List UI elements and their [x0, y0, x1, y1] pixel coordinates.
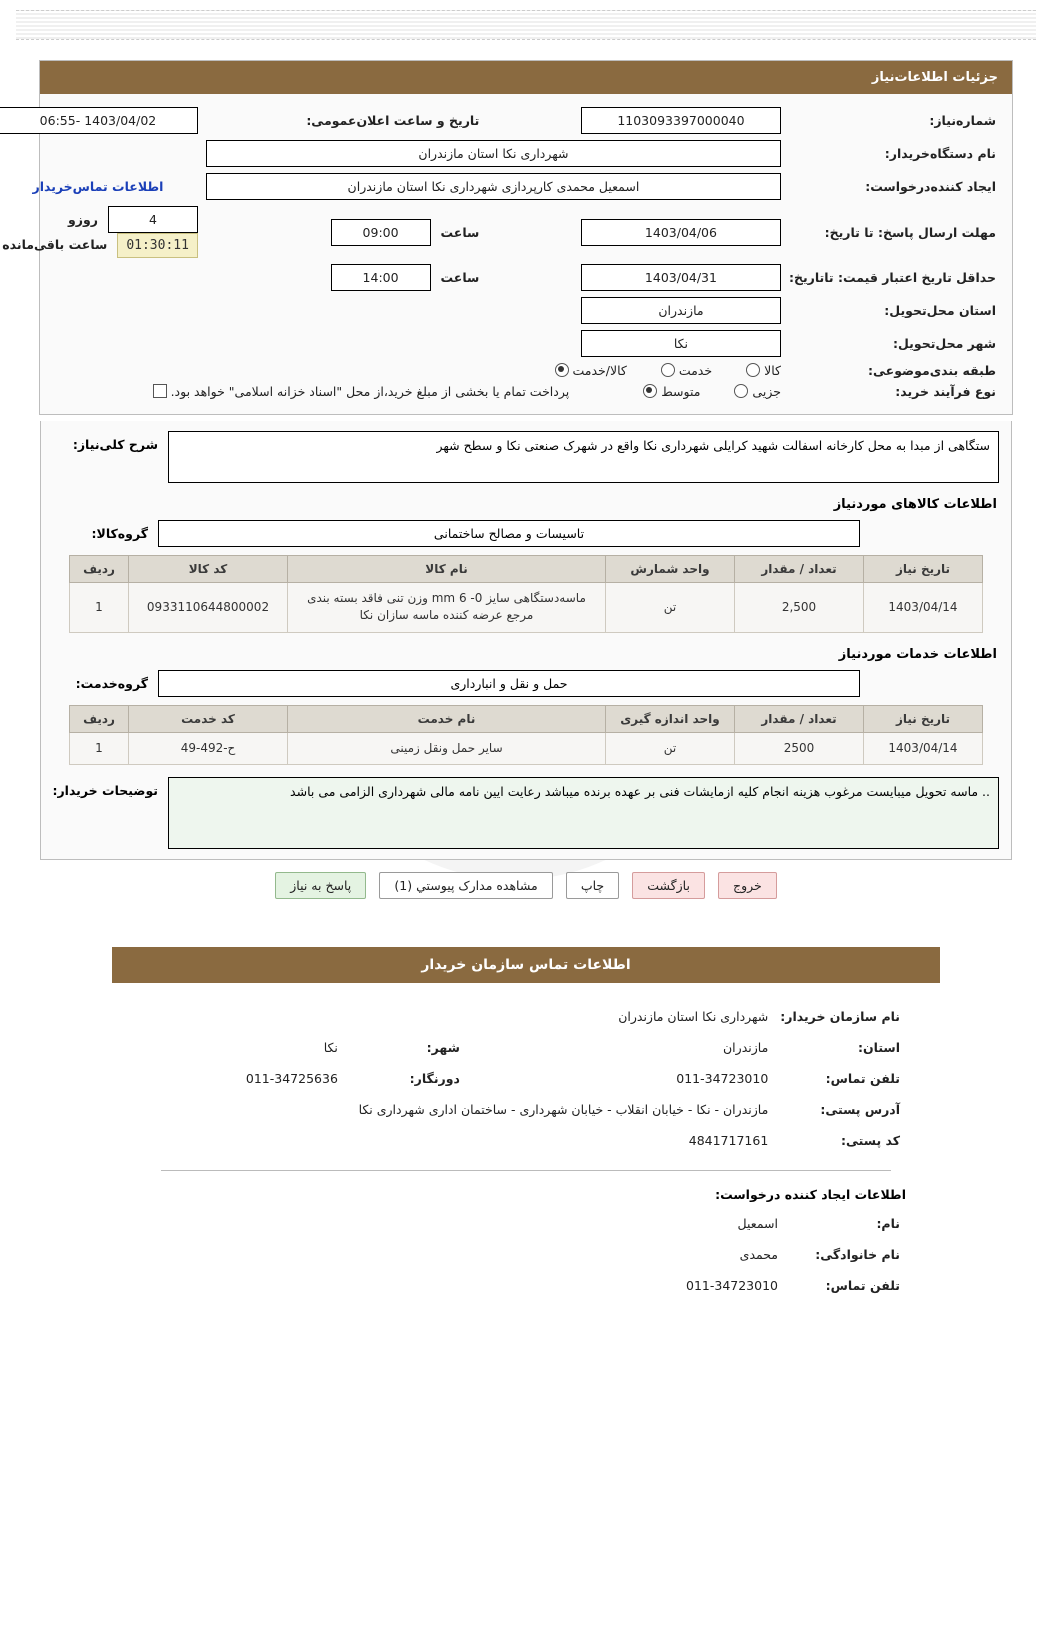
print-button[interactable]: چاپ	[566, 872, 619, 899]
action-button-bar	[40, 872, 1012, 899]
need-number-cell	[483, 104, 785, 137]
goods-cell-date: 1403/04/14	[864, 583, 983, 633]
services-col-index: ردیف	[70, 705, 129, 732]
radio-icon[interactable]	[746, 363, 760, 377]
subject-option-kala-khedmat[interactable]	[551, 363, 627, 378]
creator-last-value: محمدی	[739, 1247, 778, 1263]
row-need-number	[0, 104, 1000, 137]
table-row	[70, 732, 983, 764]
remaining-days: 4	[108, 206, 198, 233]
goods-col-date: تاریخ نیاز	[864, 556, 983, 583]
hour-label-1: ساعت	[440, 224, 480, 240]
buyer-notes-text: .. ماسه تحویل میبایست مرغوب هزینه انجام کلیه ازمایشات فنی بر عهده برنده میباشد رعایت ایین نامه مالی شهرداری الزامی می باشد	[168, 777, 999, 849]
radio-icon[interactable]	[661, 363, 675, 377]
contact-province-value: مازندران	[723, 1040, 769, 1056]
row-subject	[0, 360, 1000, 381]
services-section-title: اطلاعات خدمات موردنیاز	[838, 646, 997, 662]
row-process	[0, 381, 1000, 402]
buyer-org-cell	[0, 137, 785, 170]
services-cell-index: 1	[70, 732, 129, 764]
subject-options	[0, 360, 785, 381]
goods-table	[69, 555, 983, 633]
creator-value: اسمعیل محمدی کارپردازی شهرداری نکا استان مازندران	[206, 173, 781, 200]
buyer-contact-table	[146, 1001, 906, 1156]
contact-row-province	[146, 1032, 906, 1063]
services-col-qty: تعداد / مقدار	[735, 705, 864, 732]
summary-text: ستگاهی از مبدا به محل کارخانه اسفالت شهید کرایلی شهرداری نکا واقع در شهرک صنعتی نکا و سطح شهر	[168, 431, 999, 483]
panel-title: جزئیات اطلاعات‌نیاز	[40, 61, 1012, 94]
deadline-date: 1403/04/06	[581, 219, 781, 246]
creator-row-last	[146, 1239, 906, 1270]
deadline-time-cell	[202, 203, 483, 261]
hour-label-2: ساعت	[440, 270, 480, 285]
services-cell-name: سایر حمل ونقل زمینی	[288, 732, 606, 764]
city-cell	[0, 327, 785, 360]
treasury-note-item[interactable]	[149, 384, 570, 399]
process-option-motavaset-label: متوسط	[661, 384, 701, 399]
radio-icon[interactable]	[734, 384, 748, 398]
radio-icon-selected[interactable]	[555, 363, 569, 377]
contact-fax-label: دورنگار:	[409, 1071, 460, 1087]
creator-phone-label: تلفن تماس:	[825, 1278, 900, 1294]
validity-label: حداقل تاریخ اعتبار قیمت: تاتاریخ:	[788, 270, 996, 285]
deadline-time: 09:00	[331, 219, 431, 246]
goods-group-value: تاسیسات و مصالح ساختمانی	[158, 520, 860, 547]
goods-cell-index: 1	[70, 583, 129, 633]
contact-city-label: شهر:	[426, 1040, 460, 1056]
goods-cell-code: 0933110644800002	[129, 583, 288, 633]
province-cell	[0, 294, 785, 327]
subject-option-khedmat-label: خدمت	[678, 363, 713, 378]
panel-body	[2, 94, 1012, 414]
validity-date-cell	[483, 261, 785, 294]
contact-province-label: استان:	[857, 1040, 900, 1056]
services-group-label: گروه‌خدمت:	[75, 675, 148, 691]
announce-label: تاریخ و ساعت اعلان‌عمومی:	[306, 113, 480, 128]
creator-row-phone	[146, 1270, 906, 1301]
contact-phone-value: 011-34723010	[676, 1071, 769, 1087]
need-details-form	[0, 104, 1000, 402]
province-value: مازندران	[581, 297, 781, 324]
contact-address-value: مازندران - نکا - خیابان انقلاب - خیابان شهرداری - ساختمان اداری شهرداری نکا	[358, 1102, 769, 1118]
days-label: روزو	[68, 212, 98, 227]
services-cell-date: 1403/04/14	[864, 732, 983, 764]
contact-row-phone	[146, 1063, 906, 1094]
creator-info-title: اطلاعات ایجاد کننده درخواست:	[715, 1187, 906, 1203]
services-group-value: حمل و نقل و انبارداری	[158, 670, 860, 697]
subject-option-khedmat[interactable]	[657, 363, 712, 378]
decorative-stripe	[16, 10, 1036, 40]
countdown-cell	[0, 203, 202, 261]
process-option-motavaset[interactable]	[639, 384, 700, 399]
services-cell-qty: 2500	[735, 732, 864, 764]
creator-label: ایجاد کننده‌درخواست:	[865, 179, 996, 194]
goods-col-qty: تعداد / مقدار	[735, 556, 864, 583]
goods-col-unit: واحد شمارش	[606, 556, 735, 583]
creator-cell	[202, 170, 785, 203]
need-content-section	[40, 421, 1012, 860]
services-col-date: تاریخ نیاز	[864, 705, 983, 732]
subject-option-kala-label: کالا	[764, 363, 781, 378]
row-province	[0, 294, 1000, 327]
goods-cell-name: ماسه‌دستگاهی سایز 0- 6 mm وزن تنی فاقد بسته بندی مرجع عرضه کننده ماسه سازان نکا	[288, 583, 606, 633]
subject-option-kala[interactable]	[742, 363, 781, 378]
need-number-value: 1103093397000040	[581, 107, 781, 134]
process-label: نوع فرآیند خرید:	[895, 384, 996, 399]
validity-time-cell	[0, 261, 483, 294]
contact-address-label: آدرس پستی:	[820, 1102, 900, 1118]
countdown-timer: 01:30:11	[117, 233, 198, 258]
goods-group-label: گروه‌کالا:	[91, 526, 148, 541]
contact-phone-label: تلفن تماس:	[825, 1071, 900, 1087]
announce-value: 1403/04/02 -06:55	[0, 107, 198, 134]
countdown-label: ساعت باقی‌مانده	[2, 237, 108, 252]
services-col-code: کد خدمت	[129, 705, 288, 732]
contact-org-label: نام سازمان خریدار:	[780, 1009, 900, 1025]
services-group-row	[53, 670, 999, 697]
services-cell-unit: تن	[606, 732, 735, 764]
contact-postal-label: کد پستی:	[840, 1133, 900, 1149]
services-table	[69, 705, 983, 765]
subject-option-kala-khedmat-label: کالا/خدمت	[572, 363, 627, 378]
row-creator	[0, 170, 1000, 203]
validity-time: 14:00	[331, 264, 431, 291]
contact-link-cell	[0, 170, 202, 203]
respond-to-need-button[interactable]: پاسخ به نیاز	[275, 872, 366, 899]
buyer-notes-label: توضیحات خریدار:	[52, 783, 158, 799]
city-value: نکا	[581, 330, 781, 357]
announce-value-cell	[0, 104, 202, 137]
divider	[161, 1170, 891, 1171]
goods-cell-unit: تن	[606, 583, 735, 633]
contact-row-address	[146, 1094, 906, 1125]
announce-label-cell	[202, 104, 483, 137]
services-col-name: نام خدمت	[288, 705, 606, 732]
row-deadline	[0, 203, 1000, 261]
process-options	[0, 381, 785, 402]
contact-postal-value: 4841717161	[688, 1133, 769, 1149]
contact-row-org	[146, 1001, 906, 1032]
buyer-contact-link[interactable]: اطلاعات تماس‌خریدار	[32, 179, 164, 194]
deadline-date-cell	[483, 203, 785, 261]
contact-row-postal	[146, 1125, 906, 1156]
checkbox-icon[interactable]	[153, 384, 167, 398]
summary-label: شرح کلی‌نیاز:	[72, 437, 158, 452]
need-number-label: شماره‌نیاز:	[929, 113, 996, 128]
contact-org-value: شهرداری نکا استان مازندران	[618, 1009, 769, 1025]
row-city	[0, 327, 1000, 360]
notes-box-wrap	[168, 777, 999, 849]
row-validity	[0, 261, 1000, 294]
creator-last-label: نام خانوادگی:	[815, 1247, 900, 1263]
process-option-jozi-label: جزیی	[752, 384, 781, 399]
creator-row-first	[146, 1208, 906, 1239]
buyer-contact-panel	[112, 947, 940, 1301]
view-attachments-button[interactable]: مشاهده مدارک پیوستي (1)	[379, 872, 552, 899]
process-option-jozi[interactable]	[730, 384, 781, 399]
creator-first-label: نام:	[876, 1216, 900, 1232]
creator-phone-value: 011-34723010	[686, 1278, 778, 1294]
treasury-note-text: پرداخت تمام یا بخشی از مبلغ خرید،از محل "اسناد خزانه اسلامی" خواهد بود.	[170, 384, 570, 399]
goods-col-index: ردیف	[70, 556, 129, 583]
summary-row	[53, 431, 999, 483]
goods-section-title: اطلاعات کالاهای موردنیاز	[833, 497, 997, 512]
services-col-unit: واحد اندازه گیری	[606, 705, 735, 732]
services-cell-code: ح-492-49	[129, 732, 288, 764]
goods-cell-qty: 2,500	[735, 583, 864, 633]
radio-icon-selected[interactable]	[643, 384, 657, 398]
goods-col-code: کد کالا	[129, 556, 288, 583]
buyer-org-label: نام دستگاه‌خریدار:	[884, 146, 996, 161]
creator-first-value: اسمعیل	[737, 1216, 778, 1232]
goods-group-row	[53, 520, 999, 547]
buyer-org-value: شهرداری نکا استان مازندران	[206, 140, 781, 167]
need-details-panel	[2, 60, 1013, 415]
contact-city-value: نکا	[323, 1040, 338, 1056]
validity-date: 1403/04/31	[581, 264, 781, 291]
subject-label: طبقه بندی‌موضوعی:	[868, 363, 996, 378]
goods-table-header	[70, 556, 983, 583]
goods-col-name: نام کالا	[288, 556, 606, 583]
deadline-label: مهلت ارسال پاسخ: تا تاریخ:	[824, 224, 996, 240]
city-label: شهر محل‌تحویل:	[893, 336, 996, 351]
summary-box-wrap	[168, 431, 999, 483]
buyer-contact-title: اطلاعات تماس سازمان خریدار	[112, 947, 940, 983]
table-row	[70, 583, 983, 633]
exit-button[interactable]: خروج	[718, 872, 777, 899]
back-button[interactable]: بازگشت	[632, 872, 705, 899]
services-table-header	[70, 705, 983, 732]
province-label: استان محل‌تحویل:	[884, 303, 996, 318]
creator-info-table	[146, 1208, 906, 1301]
contact-fax-value: 011-34725636	[245, 1071, 338, 1087]
row-buyer-org	[0, 137, 1000, 170]
notes-row	[53, 777, 999, 849]
